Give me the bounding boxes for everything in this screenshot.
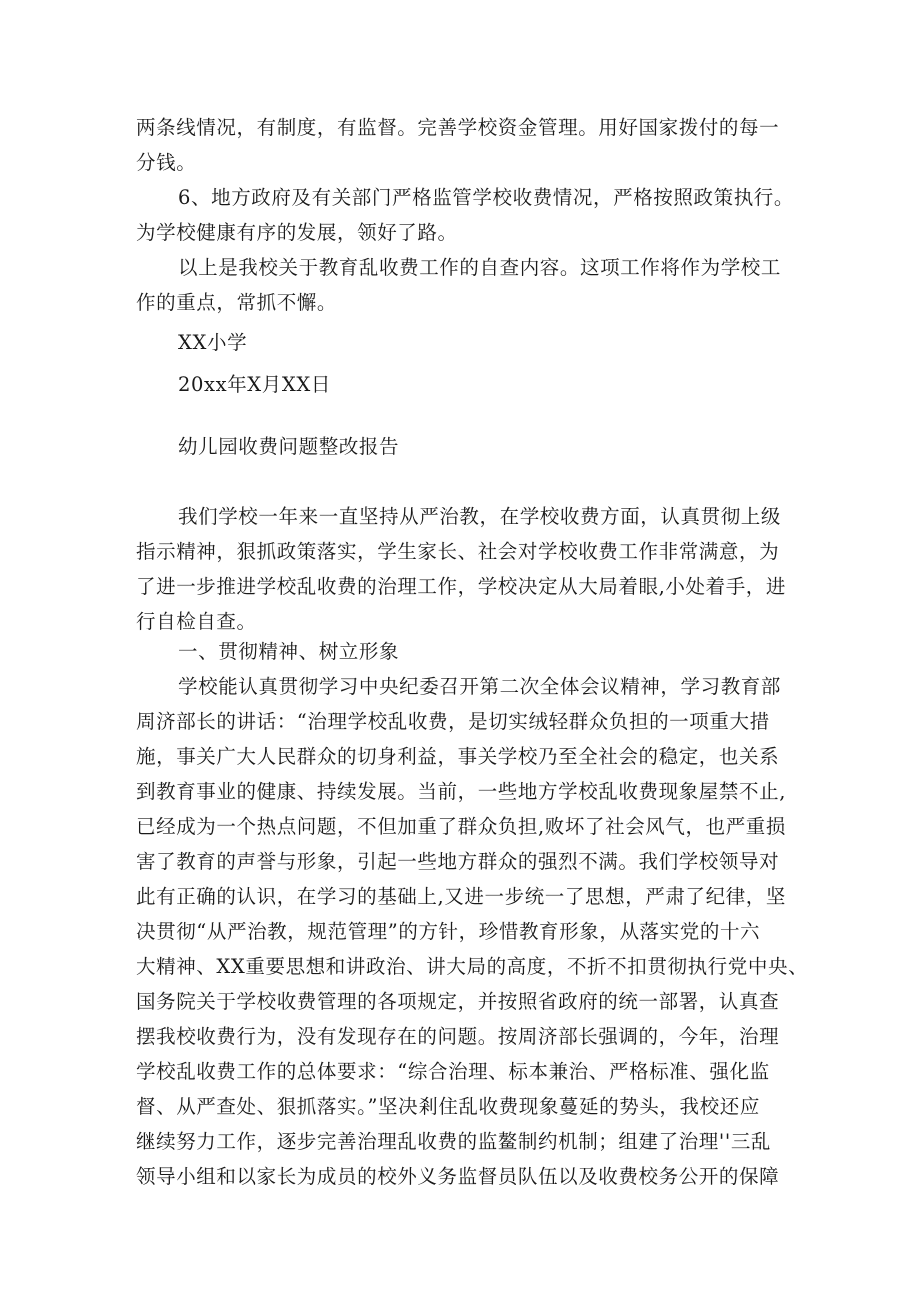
- paragraph-line: 作的重点，常抓不懈。: [136, 291, 338, 314]
- paragraph-line: 决贯彻“从严治教，规范管理”的方针，珍惜教育形象，从落实党的十六: [136, 920, 761, 943]
- section-heading: 一、贯彻精神、树立形象: [178, 640, 400, 663]
- paragraph-line: 两条线情况，有制度，有监督。完善学校资金管理。用好国家拨付的每一: [136, 116, 780, 139]
- paragraph-line: 国务院关于学校收费管理的各项规定，并按照省政府的统一部署，认真查: [136, 990, 780, 1013]
- paragraph-line: 此有正确的认识，在学习的基础上,又进一步统一了思想，严肃了纪律，坚: [136, 885, 786, 908]
- paragraph-line: 以上是我校关于教育乱收费工作的自查内容。这项工作将作为学校工: [178, 256, 782, 279]
- paragraph-line: 为学校健康有序的发展，领好了路。: [136, 221, 458, 244]
- signature-date: 20xx年X月XX日: [178, 373, 331, 396]
- paragraph-line: 害了教育的声誉与形象，引起一些地方群众的强烈不满。我们学校领导对: [136, 850, 780, 873]
- paragraph-line: 学校能认真贯彻学习中央纪委召开第二次全体会议精神，学习教育部: [178, 675, 782, 698]
- paragraph-line: 督、从严查处、狠抓落实。”坚决剎住乱收费现象蔓延的势头，我校还应: [136, 1095, 760, 1118]
- paragraph-line: 继续努力工作，逐步完善治理乱收费的监鳌制约机制；组建了治理''三乱: [136, 1130, 772, 1153]
- paragraph-line: 6、地方政府及有关部门严格监管学校收费情况，严格按照政策执行。: [178, 186, 795, 209]
- paragraph-line: 学校乱收费工作的总体要求：“综合治理、标本兼治、严格标准、强化监: [136, 1060, 770, 1083]
- paragraph-line: 摆我校收费行为，没有发现存在的问题。按周济部长强调的，今年，治理: [136, 1025, 780, 1048]
- paragraph-line: 大精神、XX重要思想和讲政治、讲大局的高度，不折不扣贯彻执行党中央、: [136, 955, 809, 978]
- report-title: 幼儿园收费问题整改报告: [178, 435, 400, 458]
- paragraph-line: 施，事关广大人民群众的切身利益，事关学校乃至全社会的稳定，也关系: [136, 745, 780, 768]
- paragraph-line: 分钱。: [136, 151, 197, 174]
- paragraph-line: 行自检自查。: [136, 610, 257, 633]
- signature-school: XX小学: [178, 331, 248, 354]
- paragraph-line: 周济部长的讲话：“治理学校乱收费，是切实绒轻群众负担的一项重大措: [136, 710, 770, 733]
- paragraph-line: 到教育事业的健康、持续发展。当前，一些地方学校乱收费现象屋禁不止,: [136, 780, 786, 803]
- paragraph-line: 了进一步推进学校乱收费的治理工作，学校决定从大局着眼,小处着手，进: [136, 575, 786, 598]
- paragraph-line: 领导小组和以家长为成员的校外义务监督员队伍以及收费校务公开的保障: [136, 1165, 780, 1188]
- paragraph-line: 我们学校一年来一直坚持从严治教，在学校收费方面，认真贯彻上级: [178, 505, 782, 528]
- paragraph-line: 指示精神，狠抓政策落实，学生家长、社会对学校收费工作非常满意，为: [136, 540, 780, 563]
- paragraph-line: 已经成为一个热点问题，不但加重了群众负担,败坏了社会风气，也严重损: [136, 815, 786, 838]
